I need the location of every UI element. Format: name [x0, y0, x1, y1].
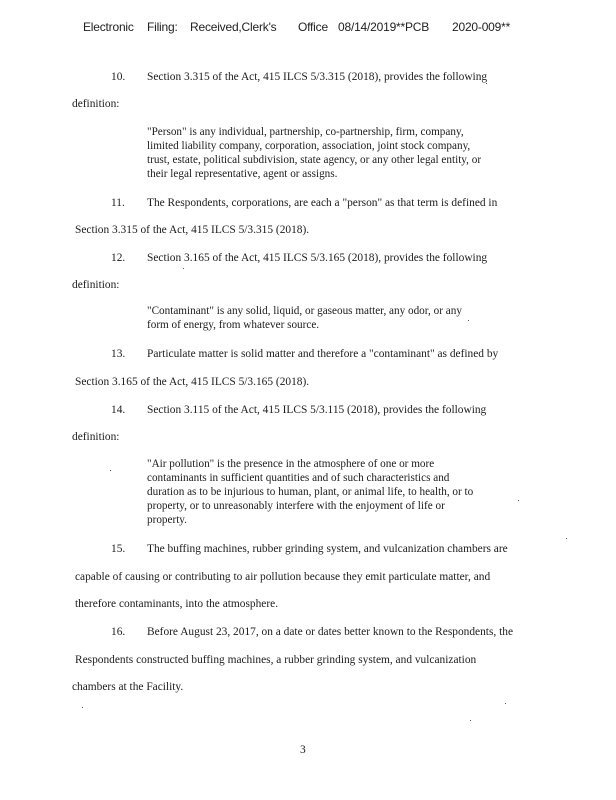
paragraph-text: definition:: [72, 279, 120, 291]
header-docket: 2020-009**: [452, 20, 511, 34]
speck: [505, 703, 506, 704]
header-filing: Filing:: [147, 20, 178, 34]
quote-line: "Air pollution" is the presence in the atmosphere of one or more: [147, 458, 435, 470]
paragraph-text: Section 3.315 of the Act, 415 ILCS 5/3.315 (2018), provides the following: [147, 71, 488, 83]
paragraph-text: Particulate matter is solid matter and therefore a "contaminant" as defined by: [147, 348, 499, 360]
paragraph-text: Section 3.115 of the Act, 415 ILCS 5/3.115 (2018), provides the following: [147, 404, 487, 416]
paragraph-number: 15.: [111, 543, 126, 555]
paragraph-text: Section 3.315 of the Act, 415 ILCS 5/3.315 (2018).: [75, 224, 310, 236]
quote-line: property, or to unreasonably interfere with the enjoyment of life or: [147, 500, 445, 512]
paragraph-text: capable of causing or contributing to air pollution because they emit particulate matter, and: [75, 571, 491, 583]
paragraph-text: therefore contaminants, into the atmosphere.: [75, 598, 279, 610]
paragraph-text: The buffing machines, rubber grinding system, and vulcanization chambers are: [147, 543, 508, 555]
quote-line: limited liability company, corporation, association, joint stock company,: [147, 140, 471, 152]
speck: [470, 720, 471, 721]
speck: [183, 268, 184, 269]
speck: [468, 320, 469, 321]
paragraph-text: The Respondents, corporations, are each a "person" as that term is defined in: [147, 197, 498, 209]
header-date: 08/14/2019**PCB: [338, 20, 430, 34]
paragraph-text: definition:: [72, 431, 120, 443]
paragraph-number: 10.: [111, 71, 126, 83]
header-office: Office: [298, 20, 328, 34]
speck: [486, 83, 487, 84]
paragraph-text: Before August 23, 2017, on a date or dates better known to the Respondents, the: [147, 626, 514, 638]
paragraph-number: 12.: [111, 252, 126, 264]
quote-line: their legal representative, agent or assigns.: [147, 168, 338, 180]
paragraph-number: 16.: [111, 626, 126, 638]
paragraph-number: 13.: [111, 348, 126, 360]
quote-line: trust, estate, political subdivision, state agency, or any other legal entity, or: [147, 154, 482, 166]
quote-line: "Contaminant" is any solid, liquid, or gaseous matter, any odor, or any: [147, 305, 462, 317]
paragraph-number: 14.: [111, 404, 126, 416]
speck: [82, 707, 83, 708]
speck: [566, 538, 567, 539]
header-received: Received,Clerk's: [190, 20, 277, 34]
quote-line: form of energy, from whatever source.: [147, 319, 320, 331]
speck: [110, 470, 111, 471]
quote-line: duration as to be injurious to human, plant, or animal life, to health, or to: [147, 486, 474, 498]
paragraph-text: definition:: [72, 98, 120, 110]
quote-line: contaminants in sufficient quantities and of such characteristics and: [147, 472, 450, 484]
quote-line: "Person" is any individual, partnership, co-partnership, firm, company,: [147, 126, 464, 138]
paragraph-text: Section 3.165 of the Act, 415 ILCS 5/3.165 (2018), provides the following: [147, 252, 488, 264]
speck: [518, 500, 519, 501]
header-electronic: Electronic: [83, 20, 134, 34]
paragraph-text: chambers at the Facility.: [72, 681, 184, 693]
quote-line: property.: [147, 514, 187, 526]
page-number: 3: [300, 744, 306, 756]
paragraph-number: 11.: [111, 197, 125, 209]
paragraph-text: Section 3.165 of the Act, 415 ILCS 5/3.165 (2018).: [75, 376, 310, 388]
paragraph-text: Respondents constructed buffing machines, a rubber grinding system, and vulcanization: [75, 654, 477, 666]
